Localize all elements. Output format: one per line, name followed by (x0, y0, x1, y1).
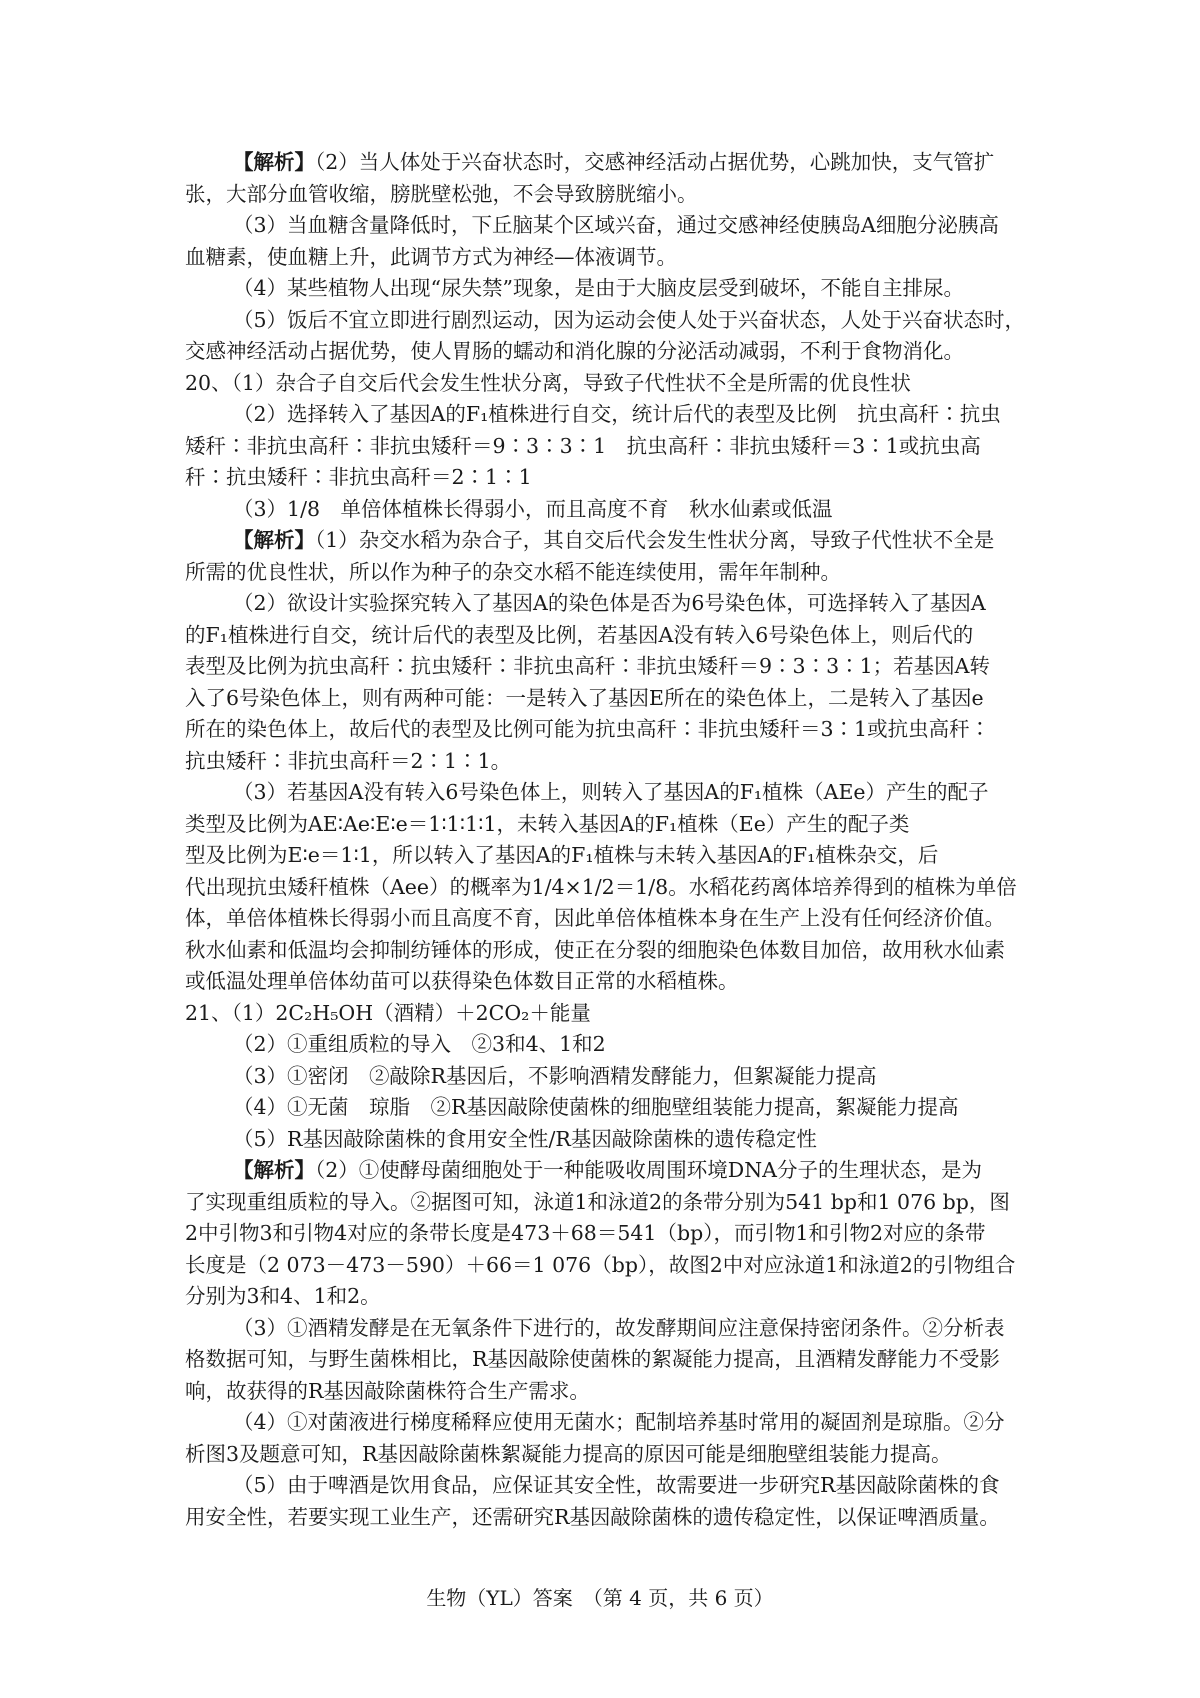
text-line (185, 651, 1035, 683)
line-text: 型及比例为E∶e＝1∶1，所以转入了基因A的F₁植株与未转入基因A的F₁植株杂交，后 (185, 843, 939, 867)
line-text: （3）①密闭 ②敲除R基因后，不影响酒精发酵能力，但絮凝能力提高 (233, 1063, 877, 1088)
line-text: （4）①无菌 琼脂 ②R基因敲除使菌株的细胞壁组装能力提高，絮凝能力提高 (233, 1095, 959, 1119)
text-line (185, 147, 1035, 179)
line-text: （1）杂交水稻为杂合子，其自交后代会发生性状分离，导致子代性状不全是 (315, 528, 995, 552)
text-line (185, 1124, 1035, 1156)
line-text: （4）①对菌液进行梯度稀释应使用无菌水；配制培养基时常用的凝固剂是琼脂。②分 (233, 1410, 1005, 1434)
text-line (185, 1155, 1035, 1187)
text-line (185, 777, 1035, 809)
line-text: 矮秆∶非抗虫高秆∶非抗虫矮秆＝9∶3∶3∶1 抗虫高秆∶非抗虫矮秆＝3∶1或抗虫高 (185, 433, 981, 458)
text-line (185, 872, 1035, 904)
text-line (185, 368, 1035, 400)
text-line (185, 1407, 1035, 1439)
line-text: （2）当人体处于兴奋状态时，交感神经活动占据优势，心跳加快，支气管扩 (315, 150, 995, 174)
text-line (185, 1250, 1035, 1282)
text-line (185, 683, 1035, 715)
line-text: （3）当血糖含量降低时，下丘脑某个区域兴奋，通过交感神经使胰岛A细胞分泌胰高 (233, 213, 999, 237)
line-text: 分别为3和4、1和2。 (185, 1284, 381, 1308)
line-text: 入了6号染色体上，则有两种可能：一是转入了基因E所在的染色体上，二是转入了基因e (185, 685, 984, 710)
analysis-label: 【解析】 (233, 150, 315, 174)
line-text: 所需的优良性状，所以作为种子的杂交水稻不能连续使用，需年年制种。 (185, 559, 841, 584)
text-line (185, 1470, 1035, 1502)
line-text: （2）①使酵母菌细胞处于一种能吸收周围环境DNA分子的生理状态，是为 (315, 1158, 982, 1182)
text-line (185, 998, 1035, 1030)
line-text: 抗虫矮秆∶非抗虫高秆＝2∶1∶1。 (185, 748, 512, 773)
line-text: （2）①重组质粒的导入 ②3和4、1和2 (233, 1032, 606, 1056)
line-text: 代出现抗虫矮秆植株（Aee）的概率为1/4×1/2＝1/8。水稻花药离体培养得到的植株为单倍 (185, 874, 1017, 899)
line-text: 秆∶抗虫矮秆∶非抗虫高秆＝2∶1∶1 (185, 465, 532, 489)
text-line (185, 494, 1035, 526)
line-text: 20、（1）杂合子自交后代会发生性状分离，导致子代性状不全是所需的优良性状 (185, 370, 911, 395)
text-line (185, 1313, 1035, 1345)
text-line (185, 1439, 1035, 1471)
text-line (185, 966, 1035, 998)
text-line (185, 1029, 1035, 1061)
text-line (185, 1218, 1035, 1250)
text-line (185, 431, 1035, 463)
line-text: 秋水仙素和低温均会抑制纺锤体的形成，使正在分裂的细胞染色体数目加倍，故用秋水仙素 (185, 937, 1005, 962)
text-line (185, 809, 1035, 841)
text-line (185, 1344, 1035, 1376)
line-text: （2）选择转入了基因A的F₁植株进行自交，统计后代的表型及比例 抗虫高秆∶抗虫 (233, 402, 1001, 426)
answer-text-block (185, 147, 1035, 1533)
text-line (185, 242, 1035, 274)
text-line (185, 1061, 1035, 1093)
line-text: 或低温处理单倍体幼苗可以获得染色体数目正常的水稻植株。 (185, 969, 739, 993)
line-text: （3）若基因A没有转入6号染色体上，则转入了基因A的F₁植株（AEe）产生的配子 (233, 780, 989, 804)
line-text: （3）1/8 单倍体植株长得弱小，而且高度不育 秋水仙素或低温 (233, 496, 833, 521)
text-line (185, 746, 1035, 778)
text-line (185, 1376, 1035, 1408)
line-text: （5）由于啤酒是饮用食品，应保证其安全性，故需要进一步研究R基因敲除菌株的食 (233, 1473, 1000, 1497)
text-line (185, 935, 1035, 967)
text-line (185, 399, 1035, 431)
line-text: 张，大部分血管收缩，膀胱壁松弛，不会导致膀胱缩小。 (185, 181, 698, 206)
line-text: 2中引物3和引物4对应的条带长度是473＋68＝541（bp），而引物1和引物2对应的条带 (185, 1221, 986, 1245)
line-text: 了实现重组质粒的导入。②据图可知，泳道1和泳道2的条带分别为541 bp和1 076 bp，图 (185, 1189, 1010, 1214)
text-line (185, 336, 1035, 368)
line-text: （3）①酒精发酵是在无氧条件下进行的，故发酵期间应注意保持密闭条件。②分析表 (233, 1315, 1005, 1340)
analysis-label: 【解析】 (233, 528, 315, 552)
text-line (185, 714, 1035, 746)
line-text: 格数据可知，与野生菌株相比，R基因敲除使菌株的絮凝能力提高，且酒精发酵能力不受影 (185, 1347, 1000, 1371)
text-line (185, 210, 1035, 242)
line-text: （2）欲设计实验探究转入了基因A的染色体是否为6号染色体，可选择转入了基因A (233, 591, 986, 615)
line-text: 21、（1）2C₂H₅OH（酒精）＋2CO₂＋能量 (185, 1000, 591, 1025)
text-line (185, 1187, 1035, 1219)
text-line (185, 588, 1035, 620)
text-line (185, 1092, 1035, 1124)
line-text: 血糖素，使血糖上升，此调节方式为神经—体液调节。 (185, 244, 677, 269)
text-line (185, 1502, 1035, 1534)
line-text: （5）饭后不宜立即进行剧烈运动，因为运动会使人处于兴奋状态，人处于兴奋状态时， (233, 307, 1026, 332)
text-line (185, 462, 1035, 494)
line-text: （4）某些植物人出现“尿失禁”现象，是由于大脑皮层受到破坏，不能自主排尿。 (233, 276, 965, 300)
line-text: 类型及比例为AE∶Ae∶E∶e＝1∶1∶1∶1，未转入基因A的F₁植株（Ee）产生的配子类 (185, 811, 910, 836)
line-text: 长度是（2 073－473－590）＋66＝1 076（bp），故图2中对应泳道1和泳道2的引物组合 (185, 1252, 1016, 1277)
text-line (185, 273, 1035, 305)
text-line (185, 557, 1035, 589)
line-text: 体，单倍体植株长得弱小而且高度不育，因此单倍体植株本身在生产上没有任何经济价值。 (185, 906, 1005, 930)
text-line (185, 305, 1035, 337)
line-text: 析图3及题意可知，R基因敲除菌株絮凝能力提高的原因可能是细胞壁组装能力提高。 (185, 1441, 952, 1466)
text-line (185, 179, 1035, 211)
line-text: （5）R基因敲除菌株的食用安全性/R基因敲除菌株的遗传稳定性 (233, 1126, 817, 1151)
line-text: 表型及比例为抗虫高秆∶抗虫矮秆∶非抗虫高秆∶非抗虫矮秆＝9∶3∶3∶1；若基因A转 (185, 654, 990, 678)
text-line (185, 1281, 1035, 1313)
text-line (185, 525, 1035, 557)
page-footer: 生物（YL）答案 （第 4 页，共 6 页） (426, 1586, 774, 1610)
text-line (185, 903, 1035, 935)
text-line (185, 620, 1035, 652)
text-line (185, 840, 1035, 872)
line-text: 的F₁植株进行自交，统计后代的表型及比例，若基因A没有转入6号染色体上，则后代的 (185, 622, 974, 647)
line-text: 交感神经活动占据优势，使人胃肠的蠕动和消化腺的分泌活动减弱，不利于食物消化。 (185, 339, 964, 363)
analysis-label: 【解析】 (233, 1158, 315, 1182)
line-text: 所在的染色体上，故后代的表型及比例可能为抗虫高秆∶非抗虫矮秆＝3∶1或抗虫高秆∶ (185, 717, 991, 741)
line-text: 响，故获得的R基因敲除菌株符合生产需求。 (185, 1378, 590, 1403)
line-text: 用安全性，若要实现工业生产，还需研究R基因敲除菌株的遗传稳定性，以保证啤酒质量。 (185, 1504, 1000, 1529)
